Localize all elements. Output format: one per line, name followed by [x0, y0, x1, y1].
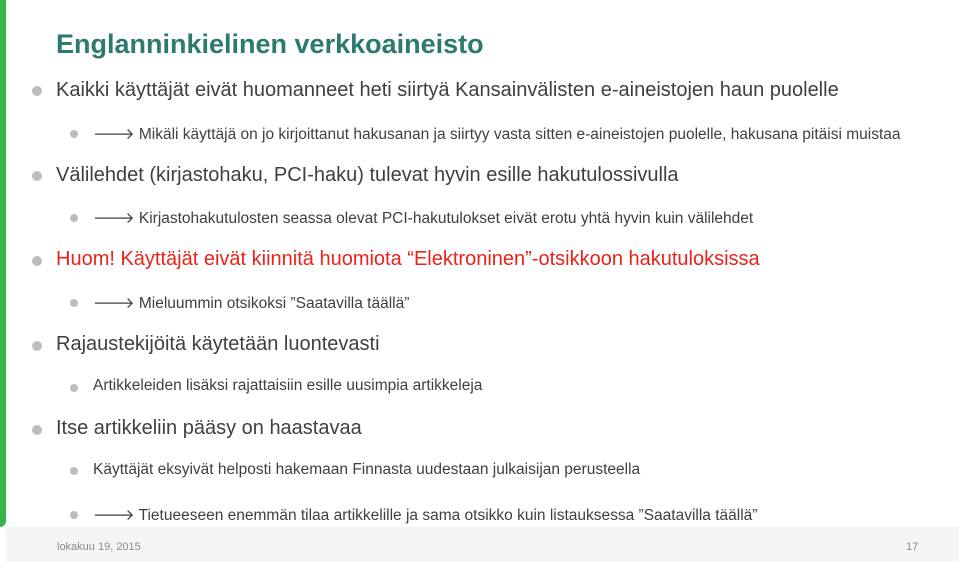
sub-bullet-text: 🡒 Tietueeseen enemmän tilaa artikkelille ja sama otsikko kuin listauksessa ”Saatavilla täällä”	[93, 507, 758, 524]
bullet-icon	[70, 467, 78, 475]
bullet-icon	[70, 299, 78, 307]
bullet-text: Välilehdet (kirjastohaku, PCI-haku) tulevat hyvin esille hakutulossivulla	[56, 164, 679, 186]
bullet-icon	[32, 425, 42, 435]
sub-bullet-text: 🡒 Kirjastohakutulosten seassa olevat PCI-hakutulokset eivät erotu yhtä hyvin kuin välilehdet	[93, 210, 754, 227]
bullet-text: Kaikki käyttäjät eivät huomanneet heti siirtyä Kansainvälisten e-aineistojen haun puolelle	[56, 79, 839, 101]
bullet-text: Rajaustekijöitä käytetään luontevasti	[56, 333, 380, 355]
bullet-text: Huom! Käyttäjät eivät kiinnitä huomiota “Elektroninen”-otsikkoon hakutuloksissa	[56, 248, 760, 270]
bullet-text: Itse artikkeliin pääsy on haastavaa	[56, 417, 362, 439]
bullet-icon	[32, 341, 42, 351]
bullet-icon	[32, 256, 42, 266]
bullet-icon	[32, 171, 42, 181]
bullet-icon	[70, 214, 78, 222]
left-accent-bar	[0, 0, 6, 527]
page-number: 17	[906, 541, 919, 553]
sub-bullet-text: Käyttäjät eksyivät helposti hakemaan Finnasta uudestaan julkaisijan perusteella	[93, 461, 641, 478]
slide-title: Englanninkielinen verkkoaineisto	[56, 29, 484, 59]
bullet-icon	[70, 130, 78, 138]
footer-date: lokakuu 19, 2015	[57, 541, 141, 553]
bullet-icon	[70, 384, 78, 392]
bullet-icon	[32, 86, 42, 96]
sub-bullet-text: Artikkeleiden lisäksi rajattaisiin esille uusimpia artikkeleja	[93, 377, 483, 394]
footer-band	[6, 527, 959, 562]
sub-bullet-text: 🡒 Mieluummin otsikoksi ”Saatavilla täällä”	[93, 295, 410, 312]
sub-bullet-text: 🡒 Mikäli käyttäjä on jo kirjoittanut hakusanan ja siirtyy vasta sitten e-aineistojen puolelle, hakusana pitäisi muistaa	[93, 126, 901, 143]
bullet-icon	[70, 511, 78, 519]
